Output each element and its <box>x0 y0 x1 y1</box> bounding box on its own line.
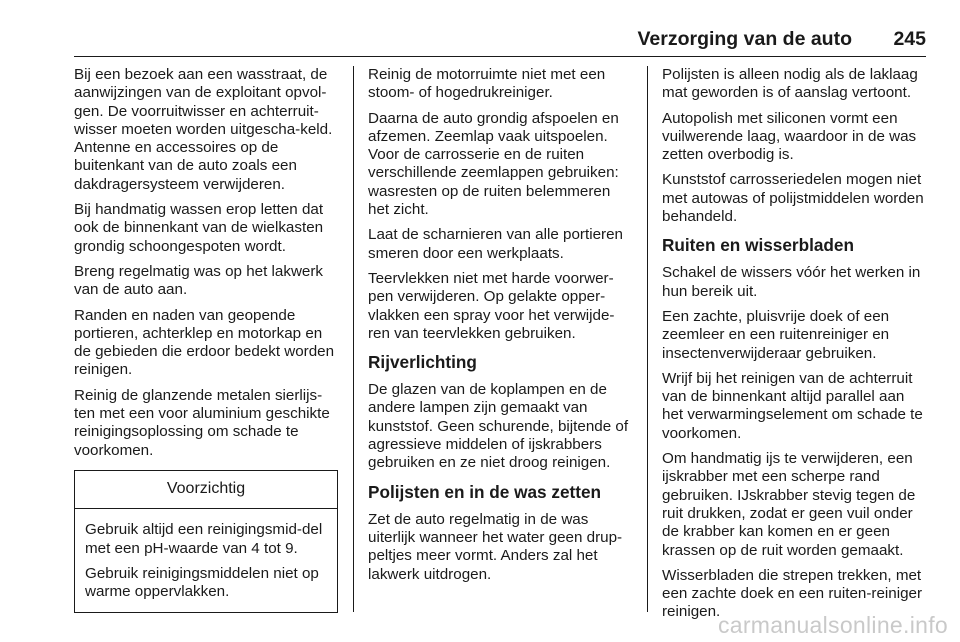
paragraph: Randen en naden van geopende portieren, achterklep en motorkap en de gebieden die erdoor bedekt worden reinigen. <box>74 306 335 379</box>
paragraph: Bij een bezoek aan een wasstraat, de aanwijzingen van de exploitant opvol-gen. De voorruitwisser en achterruit-wisser moeten worden uitgescha-keld. Antenne en accessoires op de buitenkant van de auto zoals een dakdragersysteem verwijderen. <box>74 66 333 193</box>
heading-polish: Polijsten en in de was zetten <box>368 481 602 502</box>
column-divider <box>353 66 354 612</box>
paragraph: Polijsten is alleen nodig als de laklaag mat geworden is of aanslag vertoont. <box>662 66 918 102</box>
paragraph: Wisserbladen die strepen trekken, met een zachte doek en een ruiten-reiniger reinigen. <box>662 566 923 621</box>
paragraph: Teervlekken niet met harde voorwer-pen verwijderen. Op gelakte opper-vlakken een spray voor het verwijde-ren van teervlekken gebruiken. <box>368 269 615 342</box>
column-middle <box>368 66 634 591</box>
caution-body <box>75 509 337 612</box>
page-header <box>74 26 926 57</box>
heading-wipers: Ruiten en wisserbladen <box>662 235 854 256</box>
watermark: carmanualsonline.info <box>717 612 948 638</box>
paragraph: Een zachte, pluisvrije doek of een zeemleer en een ruitenreiniger en insectenverwijderaar gebruiken. <box>662 307 890 362</box>
column-left <box>74 66 342 613</box>
caution-title: Voorzichtig <box>75 471 337 509</box>
caution-paragraph: Gebruik reinigingsmiddelen niet op warme oppervlakken. <box>85 564 319 601</box>
section-title: Verzorging van de auto <box>637 28 852 50</box>
paragraph: Schakel de wissers vóór het werken in hun bereik uit. <box>662 264 921 300</box>
paragraph: Autopolish met siliconen vormt een vuilwerende laag, waardoor in de was zetten overbodig is. <box>662 109 917 164</box>
paragraph: Daarna de auto grondig afspoelen en afzemen. Zeemlap vaak uitspoelen. Voor de carrosserie en de ruiten verschillende zeemlappen gebruiken: wasresten op de ruiten belemmeren het zicht. <box>368 109 619 219</box>
paragraph: Reinig de motorruimte niet met een stoom- of hogedrukreiniger. <box>368 66 606 102</box>
column-divider <box>647 66 648 612</box>
column-right <box>662 66 928 629</box>
paragraph: Kunststof carrosseriedelen mogen niet met autowas of polijstmiddelen worden behandeld. <box>662 171 924 226</box>
paragraph: Reinig de glanzende metalen sierlijs-ten met een voor aluminium geschikte reinigingsoplossing om schade te voorkomen. <box>74 386 330 459</box>
caution-box <box>74 470 338 613</box>
paragraph: Breng regelmatig was op het lakwerk van de auto aan. <box>74 262 324 299</box>
paragraph: Bij handmatig wassen erop letten dat ook de binnenkant van de wielkasten grondig schoongespoten wordt. <box>74 201 324 255</box>
caution-paragraph: Gebruik altijd een reinigingsmid-del met een pH-waarde van 4 tot 9. <box>85 521 323 557</box>
paragraph: De glazen van de koplampen en de andere lampen zijn gemaakt van kunststof. Geen schurende, bijtende of agressieve middelen of ijskrabbers gebruiken en ze niet droog reinigen. <box>368 381 629 472</box>
paragraph: Om handmatig ijs te verwijderen, een ijskrabber met een scherpe rand gebruiken. IJskrabber stevig tegen de ruit drukken, zodat er geen vuil onder de krabber kan komen en er geen krassen op de ruit worden gemaakt. <box>662 450 916 559</box>
page-number: 245 <box>893 28 926 50</box>
paragraph: Wrijf bij het reinigen van de achterruit van de binnenkant altijd parallel aan het verwarmingselement om schade te voorkomen. <box>662 369 923 442</box>
heading-lighting: Rijverlichting <box>368 352 477 373</box>
paragraph: Laat de scharnieren van alle portieren smeren door een werkplaats. <box>368 226 623 262</box>
paragraph: Zet de auto regelmatig in de was uiterlijk wanneer het water geen drup-peltjes meer vormt. Anders zal het lakwerk uitdrogen. <box>368 510 623 583</box>
